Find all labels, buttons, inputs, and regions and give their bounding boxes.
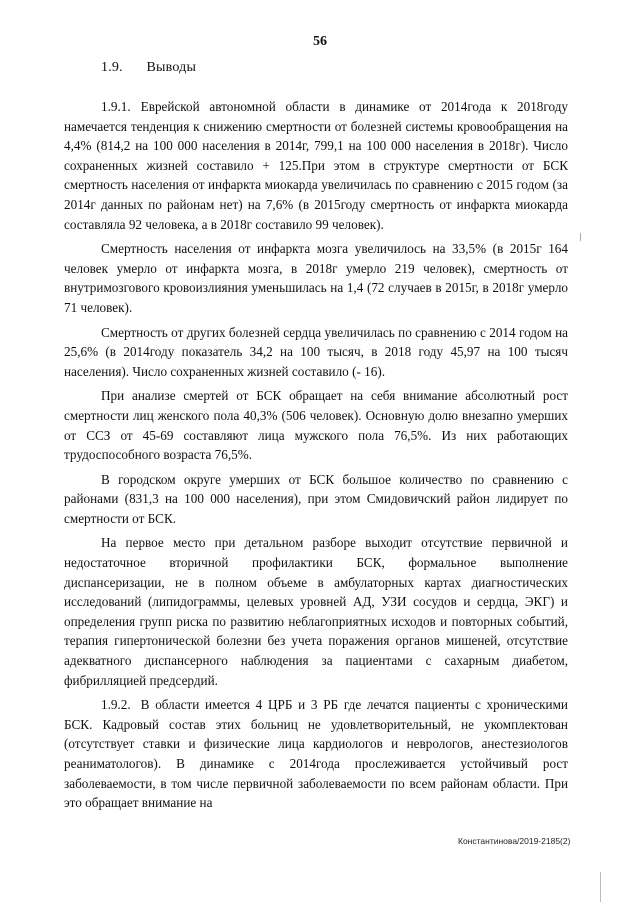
section-heading-title: Выводы bbox=[146, 60, 197, 75]
section-heading bbox=[101, 60, 196, 76]
body-text bbox=[64, 97, 568, 813]
footer-document-code: Константинова/2019-2185(2) bbox=[458, 836, 571, 846]
paragraph-text: В области имеется 4 ЦРБ и 3 РБ где лечатся пациенты с хроническими БСК. Кадровый состав этих больниц не удовлетворительный, не укомплектован (отсутствует ставки и физические лица кардиологов и неврологов, анестезиологов реаниматологов). В динамике с 2014года прослеживается устойчивый рост заболеваемости, в том числе первичной заболеваемости по всем районам области. При это обращает внимание на bbox=[64, 697, 568, 811]
paragraph-death-analysis: При анализе смертей от БСК обращает на себя внимание абсолютный рост смертности лиц женского пола 40,3% (506 человек). Основную долю внезапно умерших от ССЗ от 45-69 составляют лица мужского пола 76,5%. Из них работающих трудоспособного возраста 76,5%. bbox=[64, 388, 568, 463]
paragraph-text: Еврейской автономной области в динамике от 2014года к 2018году намечается тенденция к снижению смертности от болезней системы кровообращения на 4,4% (814,2 на 100 000 населения в 2014г, 799,1 на 100 000 населения в 2018г). Число сохраненных жизней составило + 125.При этом в структуре смертности от БСК смертность населения от инфаркта миокарда увеличилась по сравнению с 2015 годом (за 2014г данных по районам нет) на 7,6% (в 2015году смертность от инфаркта миокарда составляла 92 человека, а в 2018г составило 99 человек). bbox=[64, 99, 568, 232]
scan-artifact-mark bbox=[580, 233, 581, 241]
page-number: 56 bbox=[313, 34, 327, 49]
paragraph-number: 1.9.2. bbox=[101, 697, 131, 713]
paragraph-number: 1.9.1. bbox=[101, 99, 131, 114]
paragraph-1-9-1 bbox=[64, 97, 568, 234]
paragraph-urban-district: В городском округе умерших от БСК большое количество по сравнению с районами (831,3 на 100 000 населения), при этом Смидовичский район лидирует по смертности от БСК. bbox=[64, 471, 568, 526]
paragraph-1-9-2 bbox=[64, 695, 568, 813]
paragraph-prevention: На первое место при детальном разборе выходит отсутствие первичной и недостаточное вторичной профилактики БСК, формальное выполнение диспансеризации, не в полном объеме в амбулаторных картах диагностических исследований (липидограммы, целевых уровней АД, УЗИ сосудов и сердца, ЭКГ) и определения групп риска по развитию неблагоприятных исходов и повторных событий, терапия гипертонической болезни без учета поражения органов мишеней, отсутствие адекватного диспансерного наблюдения за пациентами с сахарным диабетом, фибрилляцией предсердий. bbox=[64, 535, 568, 688]
paragraph-stroke-mortality: Смертность населения от инфаркта мозга увеличилось на 33,5% (в 2015г 164 человек умерло от инфаркта мозга, в 2018г умерло 219 человек), смертность от внутримозгового кровоизлияния уменьшилась на 1,4 (72 случаев в 2015г, в 2018г умерло 71 человек). bbox=[64, 241, 568, 315]
paragraph-other-heart-disease: Смертность от других болезней сердца увеличилась по сравнению с 2014 годом на 25,6% (в 2014году показатель 34,2 на 100 тысяч, в 2018 году 45,97 на 100 тысяч населения). Число сохраненных жизней составило (- 16). bbox=[64, 324, 568, 379]
section-heading-number: 1.9. bbox=[101, 60, 123, 75]
scan-artifact-edge bbox=[600, 872, 601, 902]
